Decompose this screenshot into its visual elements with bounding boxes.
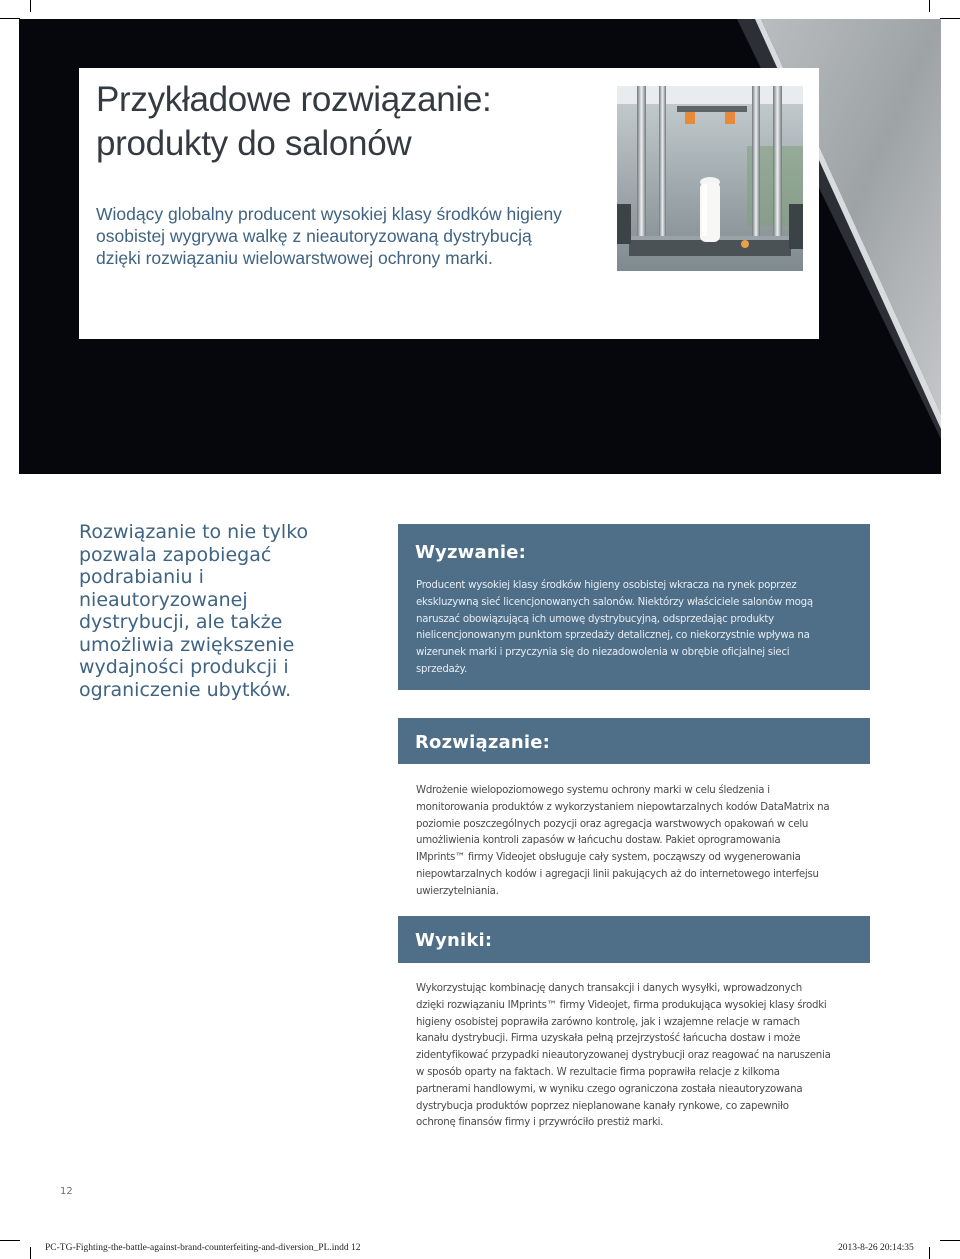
- crop-mark: [0, 1240, 20, 1241]
- solution-heading-bar: [398, 718, 870, 764]
- crop-mark: [30, 1247, 31, 1259]
- page-title: Przykładowe rozwiązanie: produkty do salonów: [96, 80, 492, 163]
- crop-mark: [0, 18, 20, 19]
- slug-filename: PC-TG-Fighting-the-battle-against-brand-counterfeiting-and-diversion_PL.indd 12: [45, 1243, 361, 1253]
- crop-mark: [929, 0, 930, 12]
- challenge-text: Producent wysokiej klasy środków higieny osobistej wkracza na rynek poprzez ekskluzywną sieć licencjonowanych salonów. Niektórzy właściciele salonów mogą naruszać obowiązującą ich umowę dystrybucyjną, odsprzedając produkty nielicencjonowanym punktom sprzedaży detalicznej, co niekorzystnie wpływa na wizerunek marki i przyczynia się do niezadowolenia w obrębie oficjalnej sieci sprzedaży.: [416, 580, 813, 675]
- results-text: Wykorzystując kombinację danych transakcji i danych wysyłki, wprowadzonych dzięki rozwiązaniu IMprints™ firmy Videojet, firma produkująca wysokiej klasy środki higieny osobistej poprawiła zarówno kontrolę, jak i wzajemne relacje w ramach kanału dystrybucji. Firma uzyskała pełną przejrzystość łańcucha dostaw i może zidentyfikować przypadki nieautoryzowanej dystrybucji oraz reagować na naruszenia w sposób oparty na faktach. W rezultacie firma poprawiła relacje z kilkoma partnerami handlowymi, w wyniku czego ograniczona została nieautoryzowana dystrybucja produktów poprzez nieplanowane kanały rynkowe, co zapewniło ochronę finansów firmy i przywróciło prestiż marki.: [416, 983, 831, 1129]
- solution-heading: Rozwiązanie:: [415, 732, 551, 753]
- production-line-image: [617, 86, 803, 271]
- pull-quote: Rozwiązanie to nie tylko pozwala zapobiegać podrabianiu i nieautoryzowanej dystrybucji, ale także umożliwia zwiększenie wydajności produkcji i ograniczenie ubytków.: [79, 521, 309, 701]
- results-heading: Wyniki:: [415, 930, 493, 951]
- page-subtitle: Wiodący globalny producent wysokiej klasy środków higieny osobistej wygrywa walkę z nieautoryzowaną dystrybucją dzięki rozwiązaniu wielowarstwowej ochrony marki.: [96, 204, 562, 268]
- results-heading-bar: [398, 916, 870, 963]
- crop-mark: [929, 1247, 930, 1259]
- production-line-photo: [617, 86, 803, 271]
- page-number: 12: [60, 1186, 73, 1197]
- challenge-heading: Wyzwanie:: [415, 542, 527, 563]
- crop-mark: [940, 1240, 960, 1241]
- solution-text: Wdrożenie wielopoziomowego systemu ochrony marki w celu śledzenia i monitorowania produktów z wykorzystaniem niepowtarzalnych kodów DataMatrix na poziomie poszczególnych pozycji oraz agregacja warstwowych opakowań w celu umożliwienia kontroli zapasów w łańcuchu dostaw. Pakiet oprogramowania IMprints™ firmy Videojet obsługuje cały system, począwszy od wygenerowania niepowtarzalnych kodów i agregacji linii pakujących aż do internetowego interfejsu uwierzytelniania.: [416, 785, 830, 897]
- slug-timestamp: 2013-8-26 20:14:35: [838, 1243, 914, 1253]
- crop-mark: [30, 0, 31, 12]
- crop-mark: [940, 18, 960, 19]
